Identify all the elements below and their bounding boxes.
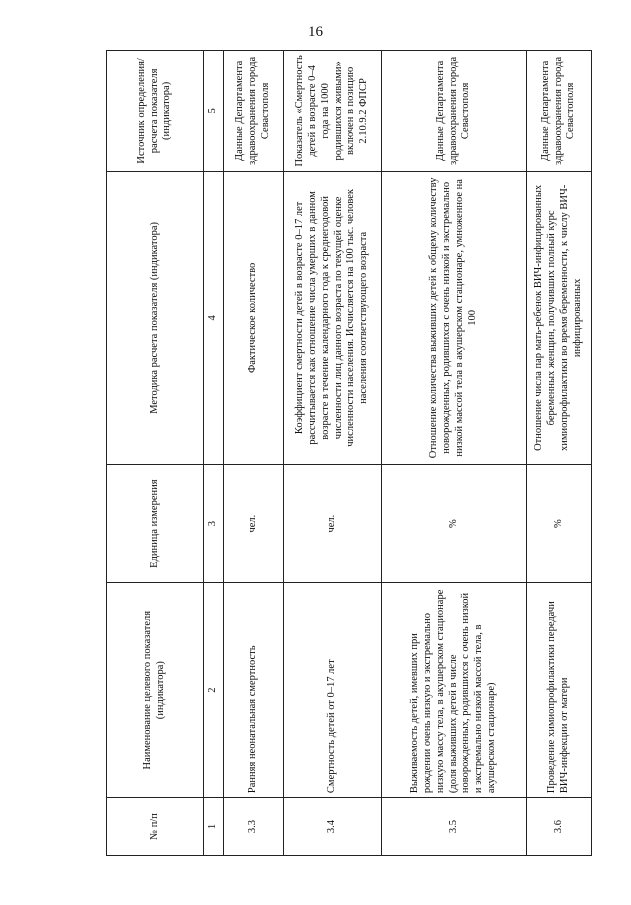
indicator-unit: чел.	[284, 465, 382, 583]
table-row	[382, 51, 527, 856]
indicator-name: Проведение химиопрофилактики передачи ВИЧ-инфекции от матери	[527, 583, 592, 798]
indicator-source: Данные Департамента здравоохранения города Севастополя	[382, 51, 527, 172]
column-number: 5	[204, 51, 224, 172]
indicator-unit: %	[527, 465, 592, 583]
indicator-source: Данные Департамента здравоохранения города Севастополя	[224, 51, 284, 172]
table-row	[224, 51, 284, 856]
indicator-name: Смертность детей от 0–17 лет	[284, 583, 382, 798]
header-source: Источник определения/ расчета показателя (индикатора)	[107, 51, 204, 172]
table-row	[284, 51, 382, 856]
column-number: 3	[204, 465, 224, 583]
indicator-name: Выживаемость детей, имевших при рождении очень низкую и экстремально низкую массу тела, в акушерском стационаре (доля выживших детей в числе новорожденных, родившихся с очень низкой и экстремально низкой массой тела, в акушерском стационаре)	[382, 583, 527, 798]
column-number: 1	[204, 798, 224, 856]
indicator-method: Фактическое количество	[224, 171, 284, 464]
indicator-unit: чел.	[224, 465, 284, 583]
page-number: 16	[308, 24, 323, 40]
indicators-table	[106, 50, 592, 856]
indicator-source: Показатель «Смертность детей в возрасте 0–4 года на 1000 родившихся живыми» включен в позицию 2.10.9.2 ФПСР	[284, 51, 382, 172]
column-number: 2	[204, 583, 224, 798]
indicator-unit: %	[382, 465, 527, 583]
indicator-method: Отношение числа пар мать-ребенок ВИЧ-инфицированных беременных женщин, получивших полный курс химиопрофилактики во время беременности, к числу ВИЧ-инфицированных	[527, 171, 592, 464]
header-num: № п/п	[107, 798, 204, 856]
column-number: 4	[204, 171, 224, 464]
indicator-name: Ранняя неонатальная смертность	[224, 583, 284, 798]
header-name: Наименование целевого показателя (индикатора)	[107, 583, 204, 798]
table-header-row	[107, 51, 204, 856]
indicator-method: Отношение количества выживших детей к общему количеству новорожденных, родившихся с очень низкой и экстремально низкой массой тела в акушерском стационаре, умноженное на 100	[382, 171, 527, 464]
row-num: 3.3	[224, 798, 284, 856]
row-num: 3.6	[527, 798, 592, 856]
rotated-table-container	[106, 50, 591, 856]
table-row	[527, 51, 592, 856]
column-number-row	[204, 51, 224, 856]
row-num: 3.5	[382, 798, 527, 856]
indicator-method: Коэффициент смертности детей в возрасте 0–17 лет рассчитывается как отношение числа умерших в данном возрасте в течение календарного года к среднегодовой численности лиц данного возраста по текущей оценке численности населения. Исчисляется на 100 тыс. человек населения соответствующего возраста	[284, 171, 382, 464]
indicator-source: Данные Департамента здравоохранения города Севастополя	[527, 51, 592, 172]
row-num: 3.4	[284, 798, 382, 856]
header-unit: Единица измерения	[107, 465, 204, 583]
header-method: Методика расчета показателя (индикатора)	[107, 171, 204, 464]
